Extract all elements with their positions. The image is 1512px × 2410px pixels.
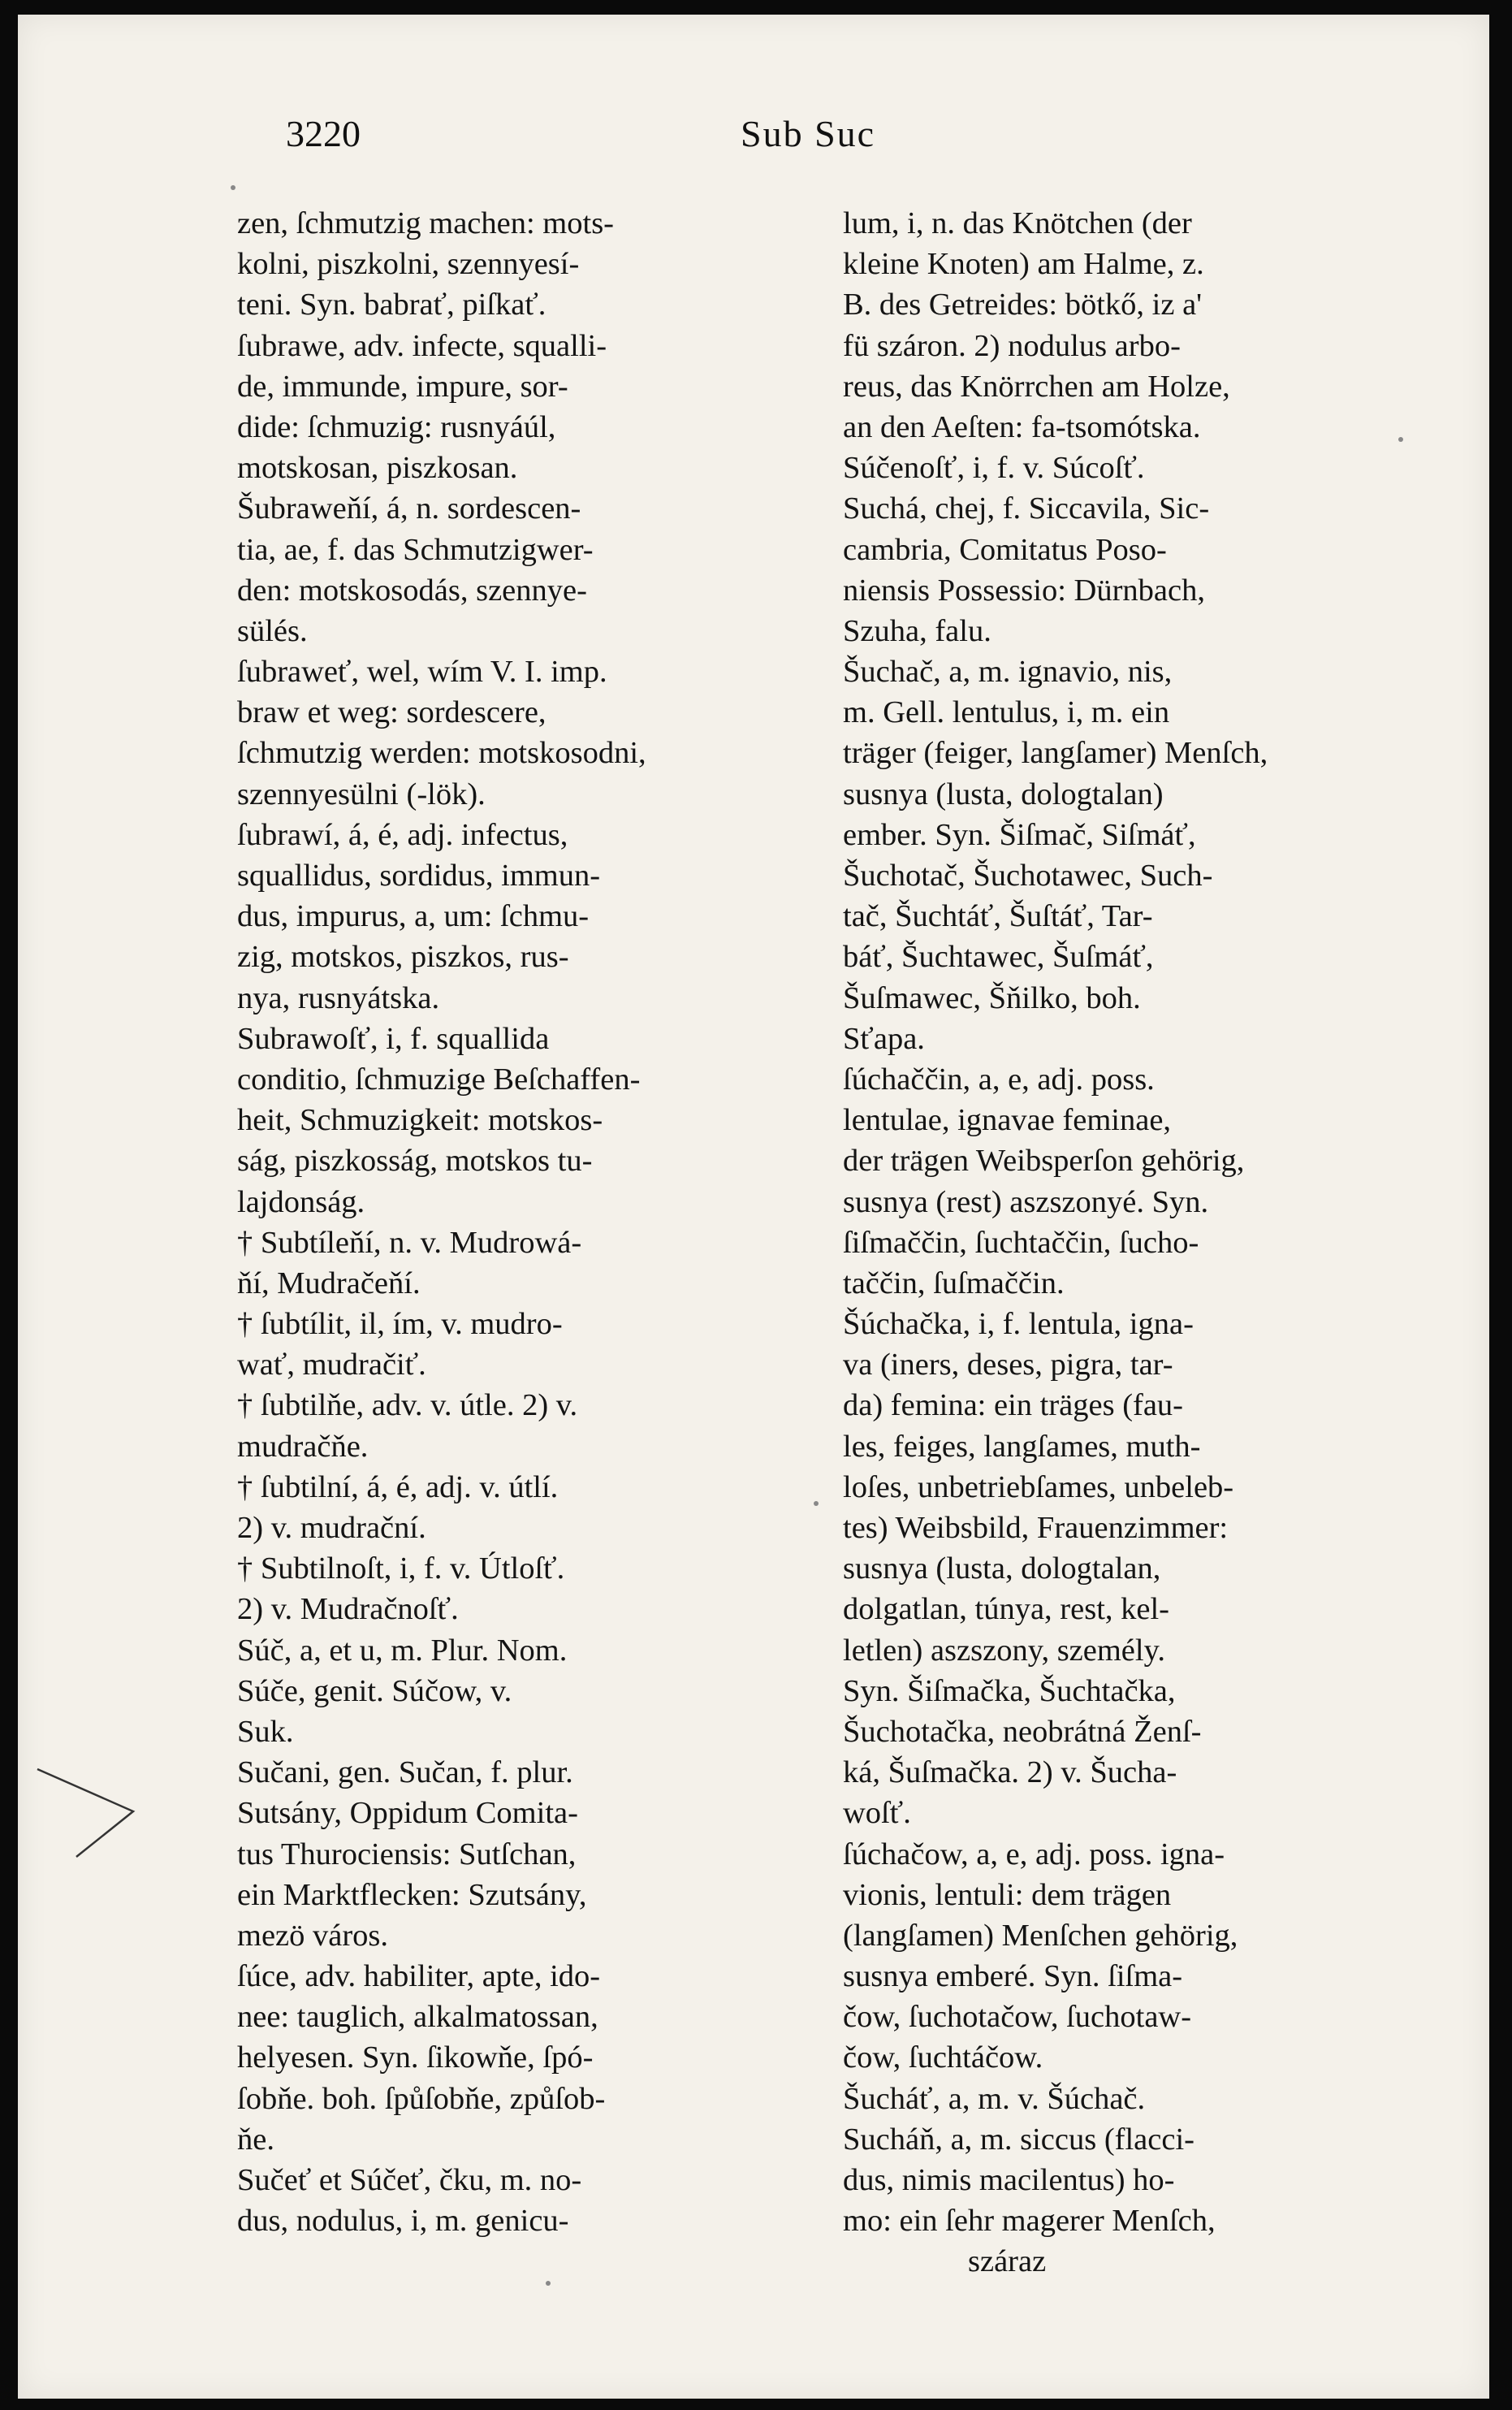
left-column (237, 203, 806, 2241)
entry-line: heit, Schmuzigkeit: motskos- (237, 1103, 603, 1138)
entry-line: dolgatlan, túnya, rest, kel- (843, 1592, 1169, 1627)
entry-line: száraz (843, 2244, 1047, 2279)
entry-line: ſchmutzig werden: motskosodni, (237, 736, 646, 771)
entry-line: lum, i, n. das Knötchen (der (843, 206, 1192, 240)
entry-line: 2) v. Mudračnoſť. (237, 1592, 459, 1627)
entry-line: ember. Syn. Šiſmač, Siſmáť, (843, 817, 1196, 852)
right-column (843, 203, 1428, 2282)
page-header (261, 112, 1382, 169)
entry-line: Šuchotač, Šuchotawec, Such- (843, 859, 1213, 893)
entry-line: Syn. Šiſmačka, Šuchtačka, (843, 1673, 1176, 1708)
entry-line: fü száron. 2) nodulus arbo- (843, 328, 1181, 363)
entry-line: čow, ſuchotačow, ſuchotaw- (843, 2000, 1192, 2035)
entry-line: den: motskosodás, szennye- (237, 573, 587, 608)
entry-line: loſes, unbetriebſames, unbeleb- (843, 1469, 1234, 1504)
entry-line: ſúchačow, a, e, adj. poss. igna- (843, 1837, 1225, 1871)
entry-line: mezö város. (237, 1918, 389, 1953)
entry-line: ſobňe. boh. ſpůſobňe, způſob- (237, 2081, 606, 2116)
entry-line: ňí, Mudračeňí. (237, 1266, 421, 1300)
entry-line: † ſubtílit, il, ím, v. mudro- (237, 1307, 563, 1342)
running-head: Sub Suc (741, 113, 876, 154)
entry-line: tia, ae, f. das Schmutzigwer- (237, 532, 594, 567)
ink-speck (814, 1501, 819, 1506)
entry-line: susnya (lusta, dologtalan, (843, 1551, 1161, 1586)
entry-line: nya, rusnyátska. (237, 980, 440, 1015)
entry-line: ein Marktflecken: Szutsány, (237, 1877, 587, 1912)
entry-line: mudračňe. (237, 1429, 369, 1464)
entry-line: cambria, Comitatus Poso- (843, 532, 1167, 567)
entry-line: 2) v. mudrační. (237, 1511, 426, 1545)
entry-line: les, feiges, langſames, muth- (843, 1429, 1201, 1464)
entry-line: woſť. (843, 1796, 911, 1831)
entry-line: ſiſmaččin, ſuchtaččin, ſucho- (843, 1225, 1199, 1260)
entry-line: reus, das Knörrchen am Holze, (843, 369, 1230, 404)
entry-line: Subrawoſť, i, f. squallida (237, 1021, 550, 1056)
entry-line: Sučeť et Súčeť, čku, m. no- (237, 2163, 582, 2197)
entry-line: zig, motskos, piszkos, rus- (237, 940, 569, 975)
entry-line: B. des Getreides: bötkő, iz a' (843, 288, 1203, 322)
entry-line: Šuchotačka, neobrátná Ženſ- (843, 1714, 1202, 1749)
entry-line: ſubrawe, adv. infecte, squalli- (237, 328, 607, 363)
entry-line: † ſubtilňe, adv. v. útle. 2) v. (237, 1388, 578, 1423)
entry-line: Šucháť, a, m. v. Šúchač. (843, 2081, 1146, 2116)
entry-line: conditio, ſchmuzige Beſchaffen- (237, 1062, 641, 1097)
entry-line: ſúchaččin, a, e, adj. poss. (843, 1062, 1155, 1097)
entry-line: kolni, piszkolni, szennyesí- (237, 247, 580, 282)
entry-line: taččin, ſuſmaččin. (843, 1266, 1065, 1300)
entry-line: susnya (lusta, dologtalan) (843, 777, 1164, 811)
entry-line: szennyesülni (-lök). (237, 777, 486, 811)
entry-line: kleine Knoten) am Halme, z. (843, 247, 1204, 282)
entry-line: dus, nodulus, i, m. genicu- (237, 2204, 569, 2239)
entry-line: Sutsány, Oppidum Comita- (237, 1796, 578, 1831)
entry-line: ňe. (237, 2122, 274, 2157)
entry-line: träger (feiger, langſamer) Menſch, (843, 736, 1268, 771)
entry-line: teni. Syn. babrať, piſkať. (237, 288, 546, 322)
entry-line: lentulae, ignavae feminae, (843, 1103, 1172, 1138)
entry-line: Suchá, chej, f. Siccavila, Sic- (843, 491, 1210, 526)
entry-line: dus, nimis macilentus) ho- (843, 2163, 1175, 2197)
entry-line: Suk. (237, 1714, 294, 1749)
entry-line: da) femina: ein träges (fau- (843, 1388, 1184, 1423)
entry-line: tač, Šuchtáť, Šuſtáť, Tar- (843, 899, 1153, 934)
entry-line: niensis Possessio: Dürnbach, (843, 573, 1205, 608)
entry-line: Súče, genit. Súčow, v. (237, 1673, 512, 1708)
entry-line: Sučani, gen. Sučan, f. plur. (237, 1755, 573, 1790)
entry-line: Súčenoſť, i, f. v. Súcoſť. (843, 451, 1145, 486)
entry-line: dide: ſchmuzig: rusnyáúl, (237, 409, 556, 444)
entry-line: ſubrawí, á, é, adj. infectus, (237, 817, 568, 852)
entry-line: Šuſmawec, Šňilko, boh. (843, 980, 1141, 1015)
entry-line: der trägen Weibsperſon gehörig, (843, 1144, 1245, 1179)
margin-pencil-mark (36, 1761, 149, 1858)
entry-line: wať, mudračiť. (237, 1348, 426, 1382)
entry-line: Sťapa. (843, 1021, 925, 1056)
ink-speck (231, 185, 235, 190)
entry-line: (langſamen) Menſchen gehörig, (843, 1918, 1238, 1953)
entry-line: dus, impurus, a, um: ſchmu- (237, 899, 590, 934)
page-number: 3220 (286, 113, 361, 154)
entry-line: ſubraweť, wel, wím V. I. imp. (237, 655, 607, 690)
entry-line: ká, Šuſmačka. 2) v. Šucha- (843, 1755, 1177, 1790)
entry-line: sülés. (237, 613, 308, 648)
entry-line: † Subtilnoſt, i, f. v. Útloſť. (237, 1551, 565, 1586)
entry-line: Šubraweňí, á, n. sordescen- (237, 491, 581, 526)
entry-line: braw et weg: sordescere, (237, 695, 546, 730)
entry-line: letlen) aszszony, személy. (843, 1633, 1165, 1668)
entry-line: m. Gell. lentulus, i, m. ein (843, 695, 1170, 730)
entry-line: ſúce, adv. habiliter, apte, ido- (237, 1959, 601, 1994)
dictionary-page (18, 15, 1489, 2399)
entry-line: Sucháň, a, m. siccus (flacci- (843, 2122, 1194, 2157)
entry-line: báť, Šuchtawec, Šuſmáť, (843, 940, 1154, 975)
entry-line: ság, piszkosság, motskos tu- (237, 1144, 593, 1179)
entry-line: de, immunde, impure, sor- (237, 369, 568, 404)
entry-line: Szuha, falu. (843, 613, 991, 648)
entry-line: tus Thurociensis: Sutſchan, (237, 1837, 577, 1871)
entry-line: Súč, a, et u, m. Plur. Nom. (237, 1633, 568, 1668)
ink-speck (1398, 437, 1403, 442)
entry-line: Šuchač, a, m. ignavio, nis, (843, 655, 1173, 690)
entry-line: čow, ſuchtáčow. (843, 2040, 1043, 2075)
entry-line: zen, ſchmutzig machen: mots- (237, 206, 614, 240)
entry-line: nee: tauglich, alkalmatossan, (237, 2000, 598, 2035)
entry-line: † ſubtilní, á, é, adj. v. útlí. (237, 1469, 559, 1504)
entry-line: † Subtíleňí, n. v. Mudrowá- (237, 1225, 582, 1260)
entry-line: squallidus, sordidus, immun- (237, 859, 601, 893)
entry-line: susnya (rest) aszszonyé. Syn. (843, 1184, 1209, 1219)
entry-line: motskosan, piszkosan. (237, 451, 518, 486)
entry-line: susnya emberé. Syn. ſiſma- (843, 1959, 1183, 1994)
entry-line: va (iners, deses, pigra, tar- (843, 1348, 1173, 1382)
entry-line: mo: ein ſehr magerer Menſch, (843, 2204, 1216, 2239)
ink-speck (546, 2281, 551, 2286)
entry-line: vionis, lentuli: dem trägen (843, 1877, 1172, 1912)
entry-line: helyesen. Syn. ſikowňe, ſpó- (237, 2040, 594, 2075)
entry-line: Šúchačka, i, f. lentula, igna- (843, 1307, 1194, 1342)
entry-line: an den Aeſten: fa-tsomótska. (843, 409, 1201, 444)
entry-line: tes) Weibsbild, Frauenzimmer: (843, 1511, 1229, 1545)
entry-line: lajdonság. (237, 1184, 365, 1219)
